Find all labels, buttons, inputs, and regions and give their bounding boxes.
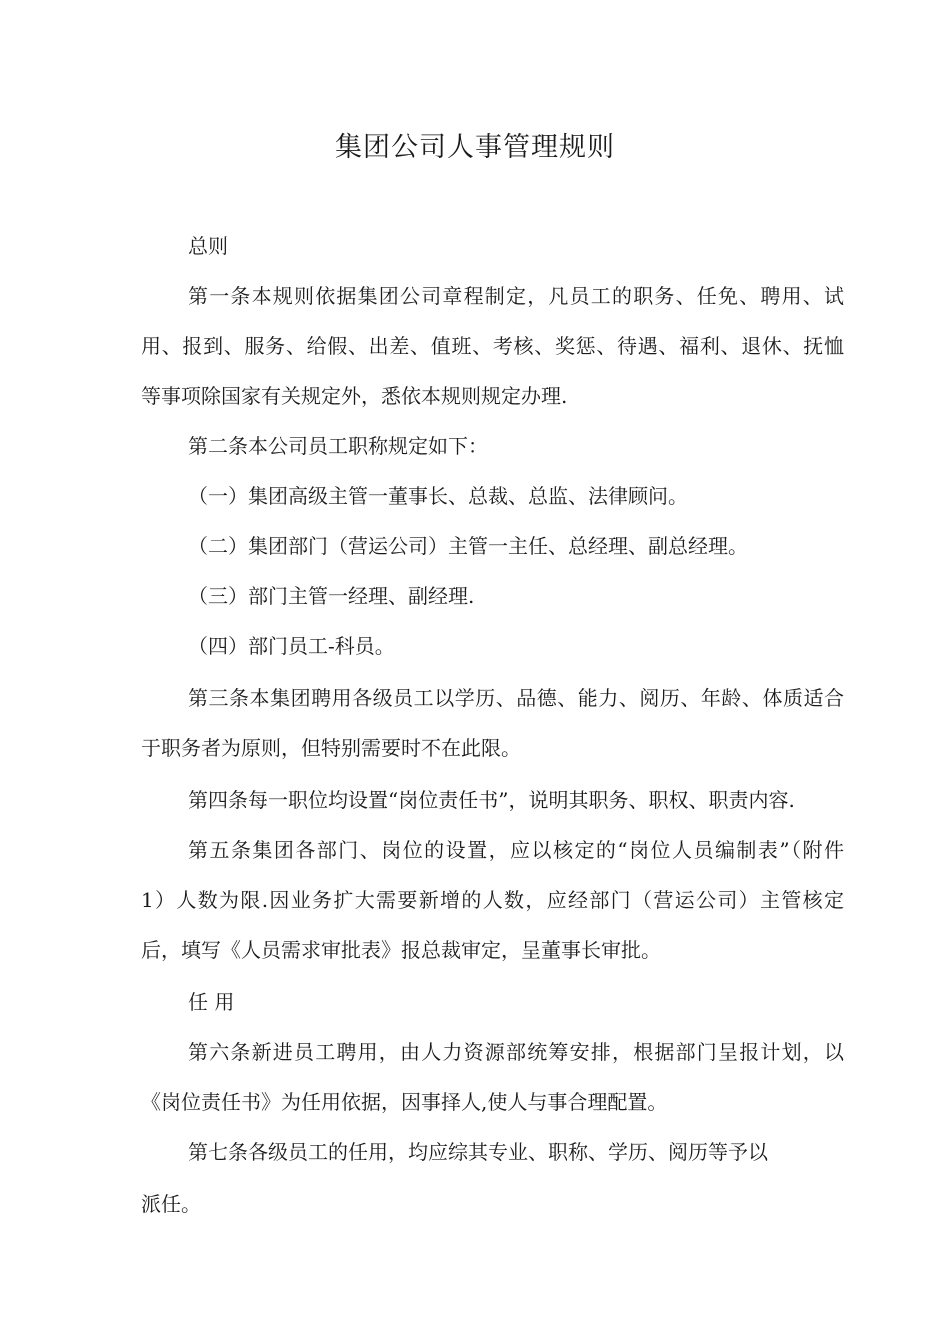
section-heading-appointment: 任 用 bbox=[188, 990, 235, 1014]
article-2-item-1: （一）集团高级主管一董事长、总裁、总监、法律顾问。 bbox=[188, 484, 688, 508]
article-2-item-4: （四）部门员工-科员。 bbox=[188, 634, 395, 658]
section-heading-general: 总则 bbox=[188, 234, 228, 258]
article-7-line-2: 派任。 bbox=[141, 1192, 201, 1216]
article-3-line-1: 第三条本集团聘用各级员工以学历、品德、能力、阅历、年龄、体质适合 bbox=[188, 686, 844, 710]
article-1-line-3: 等事项除国家有关规定外，悉依本规则规定办理. bbox=[141, 384, 568, 408]
document-title: 集团公司人事管理规则 bbox=[335, 132, 615, 163]
article-7-line-1: 第七条各级员工的任用，均应综其专业、职称、学历、阅历等予以 bbox=[188, 1140, 768, 1164]
article-2-item-3: （三）部门主管一经理、副经理. bbox=[188, 584, 475, 608]
article-1-line-2: 用、报到、服务、给假、出差、值班、考核、奖惩、待遇、福利、退休、抚恤 bbox=[141, 334, 844, 358]
article-2: 第二条本公司员工职称规定如下： bbox=[188, 434, 488, 458]
article-5-line-3: 后，填写《人员需求审批表》报总裁审定，呈董事长审批。 bbox=[141, 938, 661, 962]
article-5-line-1: 第五条集团各部门、岗位的设置，应以核定的“岗位人员编制表”（附件 bbox=[188, 838, 844, 862]
article-1-line-1: 第一条本规则依据集团公司章程制定，凡员工的职务、任免、聘用、试 bbox=[188, 284, 844, 308]
article-6-line-2: 《岗位责任书》为任用依据，因事择人,使人与事合理配置。 bbox=[141, 1090, 668, 1114]
article-6-line-1: 第六条新进员工聘用，由人力资源部统筹安排，根据部门呈报计划，以 bbox=[188, 1040, 844, 1064]
article-2-item-2: （二）集团部门（营运公司）主管一主任、总经理、副总经理。 bbox=[188, 534, 748, 558]
article-3-line-2: 于职务者为原则，但特别需要时不在此限。 bbox=[141, 736, 521, 760]
article-4: 第四条每一职位均设置“岗位责任书”，说明其职务、职权、职责内容. bbox=[188, 788, 795, 812]
article-5-line-2: 1）人数为限.因业务扩大需要新增的人数，应经部门（营运公司）主管核定 bbox=[141, 888, 844, 912]
